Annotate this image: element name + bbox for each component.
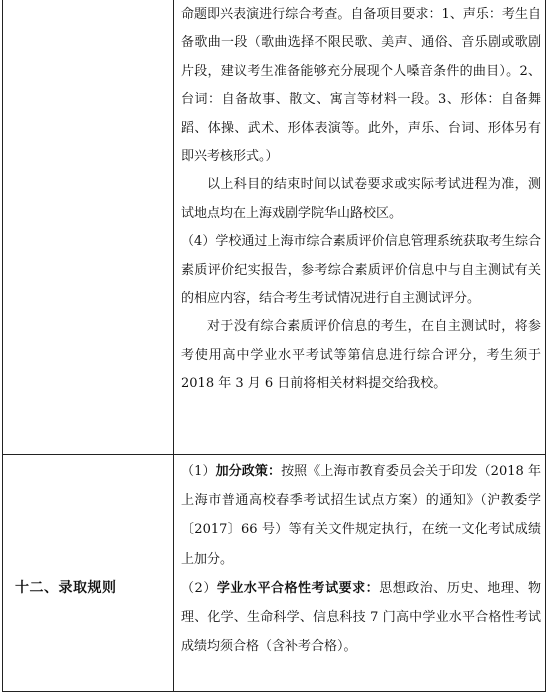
- paragraph-comprehensive-evaluation: （4）学校通过上海市综合素质评价信息管理系统获取考生综合素质评价纪实报告，参考综合素质评价信息中与自主测试有关的相应内容，结合考生考试情况进行自主测试评分。: [181, 234, 541, 307]
- rule-1-text: 按照《上海市教育委员会关于印发（2018 年上海市普通高校春季考试招生试点方案）的通知》（沪教委学〔2017〕66 号）等有关文件规定执行，在统一文化考试成绩上加分。: [181, 464, 541, 567]
- rule-bonus-policy: [181, 457, 541, 574]
- exam-content-cell: [181, 1, 541, 399]
- rule-1-number: （1）: [181, 464, 216, 479]
- section-label-admission-rules: 十二、录取规则: [15, 580, 117, 596]
- rule-academic-requirement: [181, 574, 541, 662]
- document-table: [2, 0, 546, 692]
- column-divider: [173, 0, 174, 691]
- rule-2-text: 思想政治、历史、地理、物理、化学、生命科学、信息科技 7 门高中学业水平合格性考试成绩均须合格（含补考合格）。: [181, 580, 541, 655]
- rule-2-number: （2）: [181, 580, 217, 596]
- rule-2-heading: 学业水平合格性考试要求：: [216, 580, 380, 596]
- rule-1-heading: 加分政策：: [215, 464, 282, 479]
- row-divider: [3, 454, 545, 455]
- admission-rules-cell: [181, 457, 541, 661]
- paragraph-time-location: 以上科目的结束时间以试卷要求或实际考试进程为准，测试地点均在上海戏剧学院华山路校区。: [181, 177, 541, 221]
- paragraph-no-evaluation-info: 对于没有综合素质评价信息的考生，在自主测试时，将参考使用高中学业水平考试等第信息进行综合评分，考生须于 2018 年 3 月 6 日前将相关材料提交给我校。: [181, 319, 541, 392]
- paragraph-self-prepared-items: 命题即兴表演进行综合考查。自备项目要求：1、声乐：考生自备歌曲一段（歌曲选择不限民歌、美声、通俗、音乐剧或歌剧片段，建议考生准备能够充分展现个人嗓音条件的曲目）。2、台词：自备故事、散文、寓言等材料一段。3、形体：自备舞蹈、体操、武术、形体表演等。此外，声乐、台词、形体另有即兴考核形式。）: [181, 7, 541, 165]
